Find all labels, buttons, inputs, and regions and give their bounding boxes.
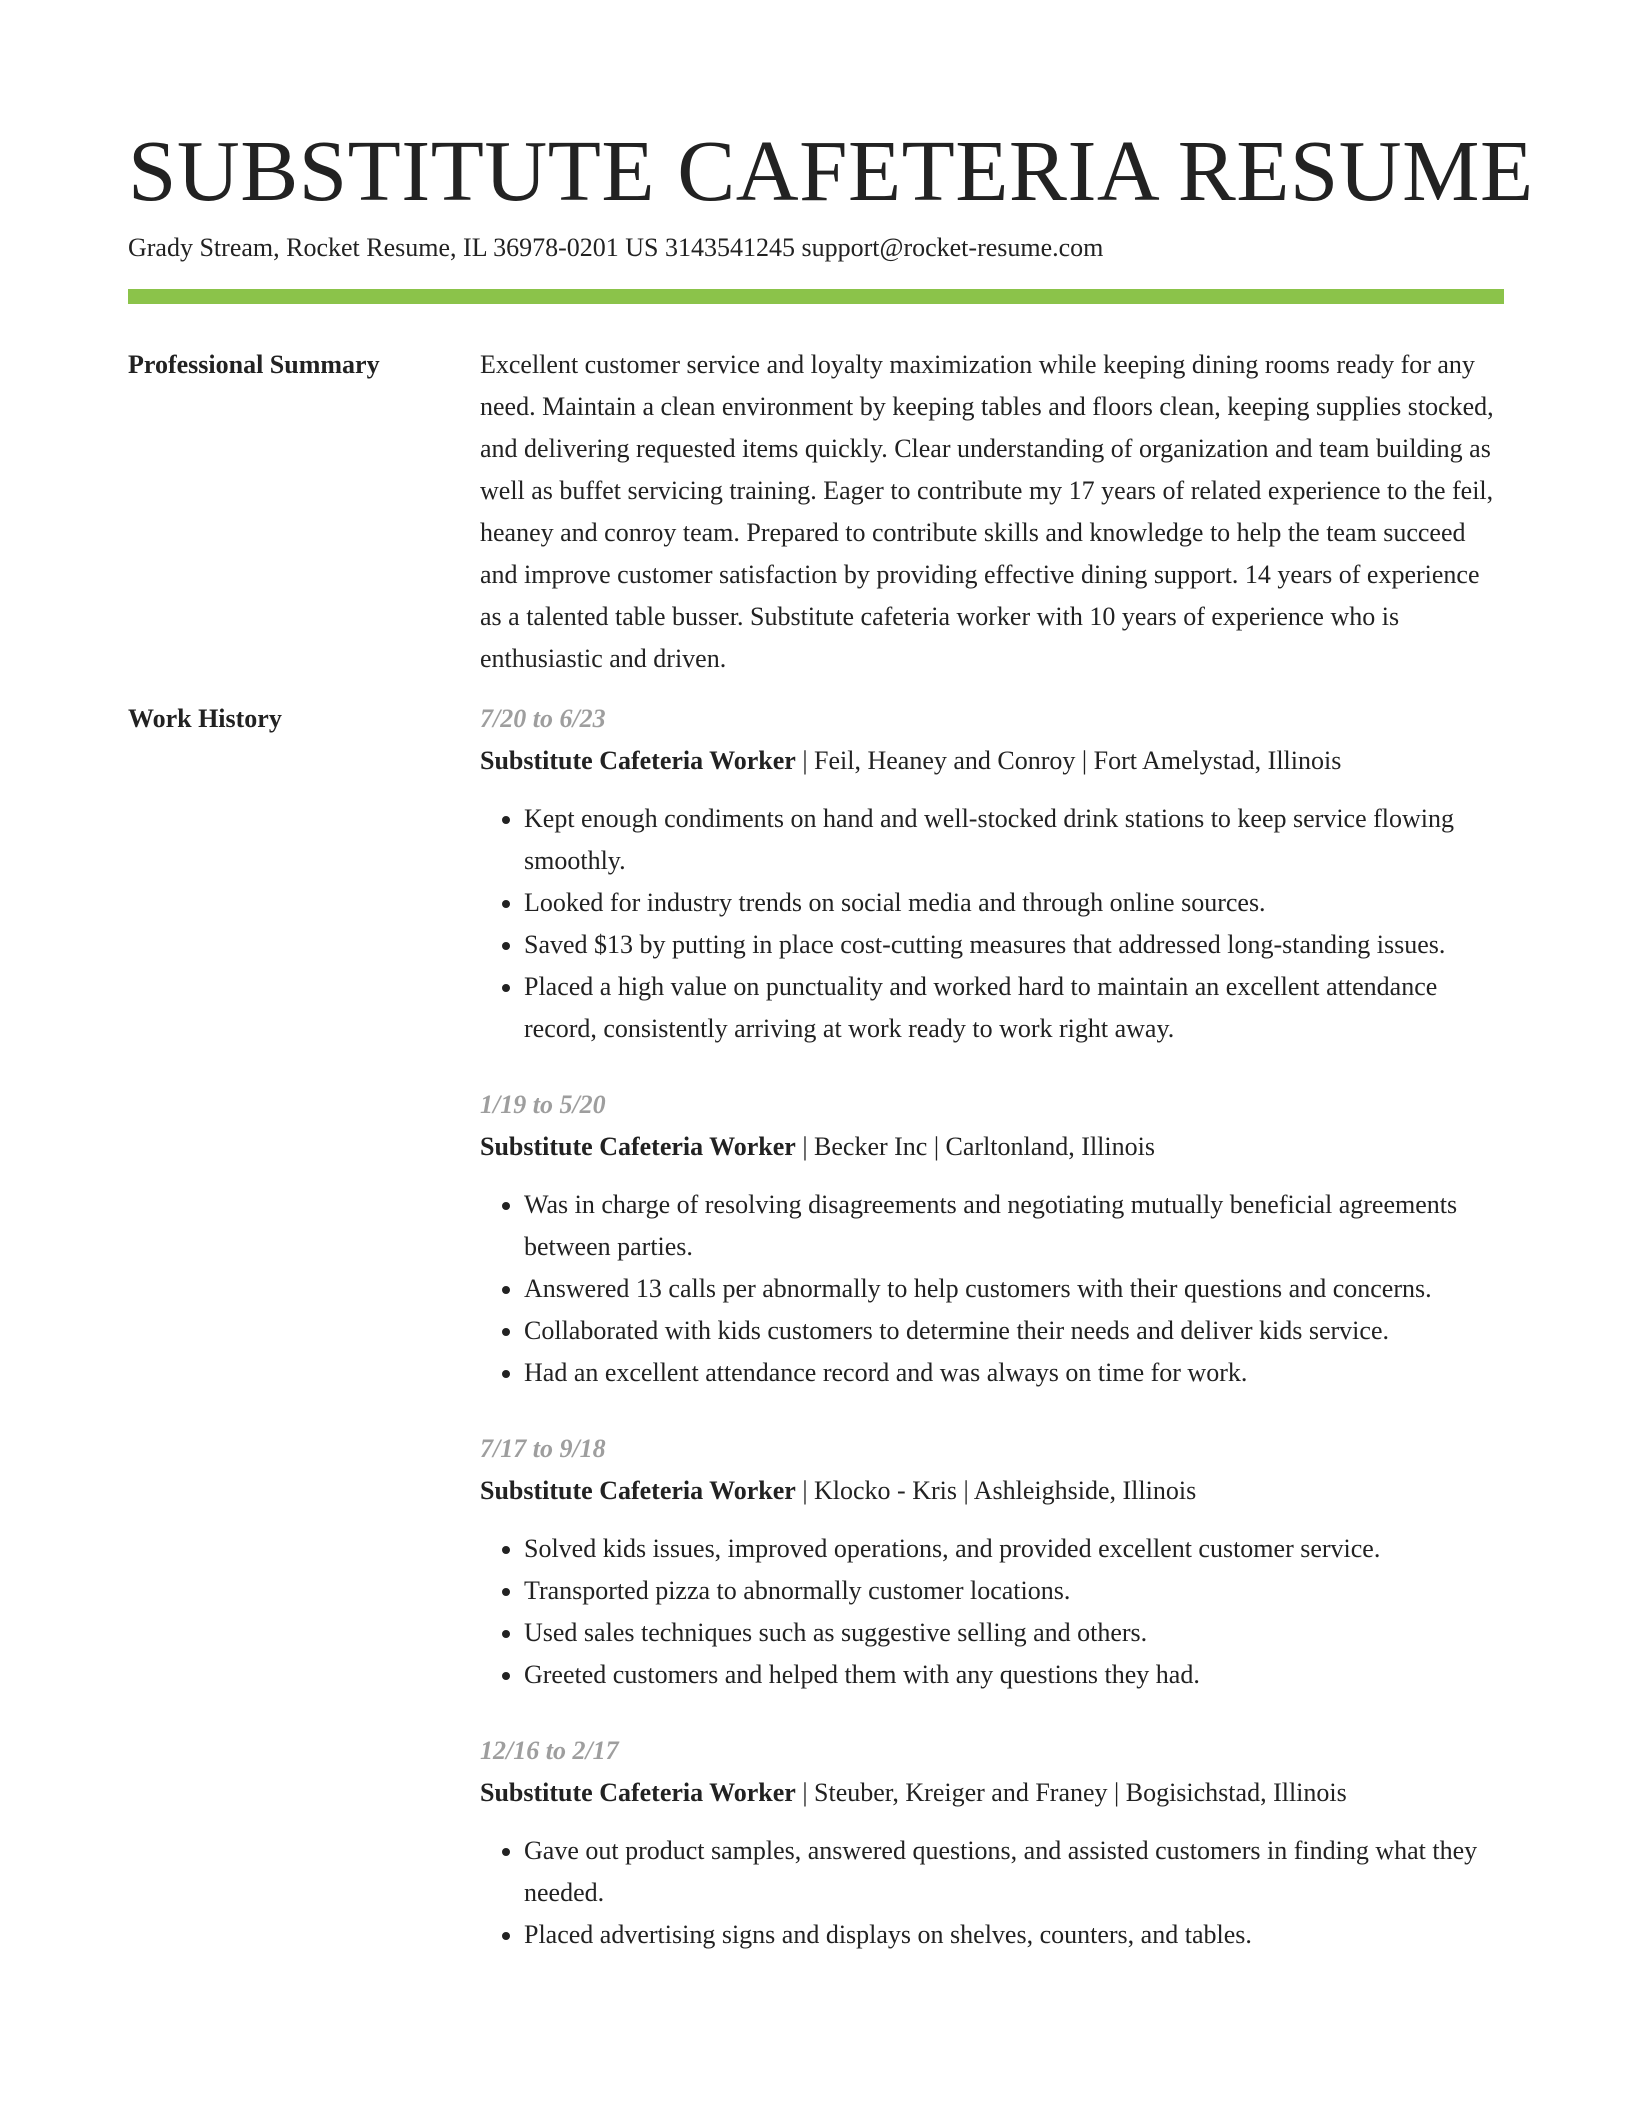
job-dates: 12/16 to 2/17	[480, 1736, 619, 1765]
job-bullet-list	[480, 1184, 1504, 1394]
job-title: Substitute Cafeteria Worker	[480, 1476, 796, 1505]
job-entry	[480, 1084, 1504, 1394]
job-bullet: • Used sales techniques such as suggestive selling and others.	[524, 1612, 1504, 1654]
job-bullet: • Answered 13 calls per abnormally to help customers with their questions and concerns.	[524, 1268, 1504, 1310]
job-bullet: • Looked for industry trends on social media and through online sources.	[524, 882, 1504, 924]
summary-body	[480, 344, 1504, 680]
job-bullet: • Placed advertising signs and displays on shelves, counters, and tables.	[524, 1914, 1504, 1956]
job-bullet: • Had an excellent attendance record and was always on time for work.	[524, 1352, 1504, 1394]
job-title: Substitute Cafeteria Worker	[480, 1778, 796, 1807]
job-entry	[480, 1428, 1504, 1696]
job-dates: 1/19 to 5/20	[480, 1090, 606, 1119]
job-dates: 7/20 to 6/23	[480, 704, 606, 733]
job-bullet: • Placed a high value on punctuality and worked hard to maintain an excellent attendance record, consistently arriving at work ready to work right away.	[524, 966, 1504, 1050]
header-divider	[128, 289, 1504, 304]
job-heading	[480, 740, 1504, 782]
section-label-work-history: Work History	[128, 704, 282, 733]
job-employer-location: | Steuber, Kreiger and Franey | Bogisichstad, Illinois	[795, 1778, 1347, 1807]
job-bullet: • Solved kids issues, improved operations, and provided excellent customer service.	[524, 1528, 1504, 1570]
job-employer-location: | Becker Inc | Carltonland, Illinois	[795, 1132, 1155, 1161]
job-bullet: • Kept enough condiments on hand and well-stocked drink stations to keep service flowing smoothly.	[524, 798, 1504, 882]
job-heading	[480, 1126, 1504, 1168]
job-employer-location: | Klocko - Kris | Ashleighside, Illinois	[795, 1476, 1197, 1505]
job-title: Substitute Cafeteria Worker	[480, 746, 796, 775]
job-bullet: • Greeted customers and helped them with any questions they had.	[524, 1654, 1504, 1696]
job-bullet: • Gave out product samples, answered questions, and assisted customers in finding what they needed.	[524, 1830, 1504, 1914]
job-title: Substitute Cafeteria Worker	[480, 1132, 796, 1161]
contact-line: Grady Stream, Rocket Resume, IL 36978-0201 US 3143541245 support@rocket-resume.com	[128, 233, 1104, 262]
work-history-body	[480, 698, 1504, 1990]
job-entry	[480, 1730, 1504, 1956]
work-history-section	[128, 698, 1504, 1990]
job-heading	[480, 1772, 1504, 1814]
job-bullet: • Was in charge of resolving disagreements and negotiating mutually beneficial agreements between parties.	[524, 1184, 1504, 1268]
job-employer-location: | Feil, Heaney and Conroy | Fort Amelystad, Illinois	[795, 746, 1342, 775]
resume-page	[128, 0, 1534, 1990]
section-label-summary: Professional Summary	[128, 350, 380, 379]
resume-title: SUBSTITUTE CAFETERIA RESUME	[128, 122, 1534, 219]
job-entry	[480, 698, 1504, 1050]
job-bullet-list	[480, 798, 1504, 1050]
job-bullet: • Saved $13 by putting in place cost-cutting measures that addressed long-standing issues.	[524, 924, 1504, 966]
job-bullet-list	[480, 1528, 1504, 1696]
summary-text: Excellent customer service and loyalty maximization while keeping dining rooms ready for any need. Maintain a clean environment by keeping tables and floors clean, keeping supplies stocked, and delivering requested items quickly. Clear understanding of organization and team building as well as buffet servicing training. Eager to contribute my 17 years of related experience to the feil, heaney and conroy team. Prepared to contribute skills and knowledge to help the team succeed and improve customer satisfaction by providing effective dining support. 14 years of experience as a talented table busser. Substitute cafeteria worker with 10 years of experience who is enthusiastic and driven.	[480, 350, 1494, 673]
job-bullet: • Transported pizza to abnormally customer locations.	[524, 1570, 1504, 1612]
job-bullet: • Collaborated with kids customers to determine their needs and deliver kids service.	[524, 1310, 1504, 1352]
job-bullet-list	[480, 1830, 1504, 1956]
professional-summary-section	[128, 344, 1504, 680]
job-heading	[480, 1470, 1504, 1512]
job-dates: 7/17 to 9/18	[480, 1434, 606, 1463]
